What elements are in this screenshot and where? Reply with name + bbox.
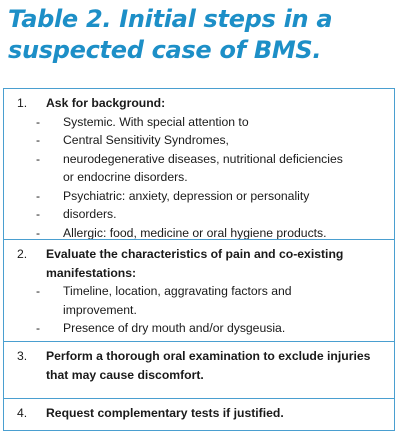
dash-marker: - — [36, 133, 41, 147]
bullet-continuation — [36, 168, 386, 187]
step-bullet-list — [36, 282, 386, 338]
step-number: 1. — [17, 96, 28, 110]
steps-table — [3, 88, 395, 431]
bullet-item — [36, 131, 386, 150]
bullet-text: neurodegenerative diseases, nutritional deficiencies — [63, 151, 343, 166]
bullet-text: Systemic. With special attention to — [63, 114, 249, 129]
dash-marker: - — [36, 284, 41, 298]
bullet-item — [36, 205, 386, 224]
step-heading: Perform a thorough oral examination to exclude injuries that may cause discomfort. — [46, 349, 371, 382]
step-heading: Request complementary tests if justified. — [46, 406, 284, 420]
step-bullet-list — [36, 113, 386, 243]
bullet-item — [36, 187, 386, 206]
bullet-text: disorders. — [63, 207, 117, 221]
bullet-item — [36, 282, 386, 301]
dash-marker: - — [36, 114, 41, 129]
bullet-text: improvement. — [63, 302, 137, 317]
bullet-item — [36, 113, 386, 132]
step-row-1 — [4, 89, 394, 239]
dash-marker: - — [36, 188, 41, 203]
step-number: 2. — [17, 247, 28, 261]
step-number: 3. — [17, 349, 28, 363]
bullet-text: Timeline, location, aggravating factors and — [63, 284, 292, 298]
dash-marker: - — [36, 151, 41, 166]
step-heading: Ask for background: — [46, 96, 166, 110]
bullet-text: Allergic: food, medicine or oral hygiene products. — [63, 225, 327, 240]
bullet-continuation — [36, 301, 386, 320]
step-heading: Evaluate the characteristics of pain and co-existing manifestations: — [46, 247, 344, 280]
dash-marker: - — [36, 225, 41, 240]
bullet-text: Psychiatric: anxiety, depression or personality — [63, 188, 310, 203]
dash-marker: - — [36, 321, 41, 335]
bullet-item — [36, 150, 386, 169]
step-row-2 — [4, 239, 394, 341]
bullet-text: or endocrine disorders. — [63, 170, 188, 184]
dash-marker: - — [36, 207, 41, 221]
table-title — [8, 4, 332, 66]
step-row-3 — [4, 341, 394, 398]
step-row-4 — [4, 398, 394, 430]
table-title-line-1: Table 2. Initial steps in a — [8, 5, 333, 33]
step-number: 4. — [17, 406, 28, 420]
bullet-text: Central Sensitivity Syndromes, — [63, 133, 229, 147]
bullet-text: Presence of dry mouth and/or dysgeusia. — [63, 321, 286, 335]
table-title-line-2: suspected case of BMS. — [8, 36, 322, 64]
bullet-item — [36, 319, 386, 338]
